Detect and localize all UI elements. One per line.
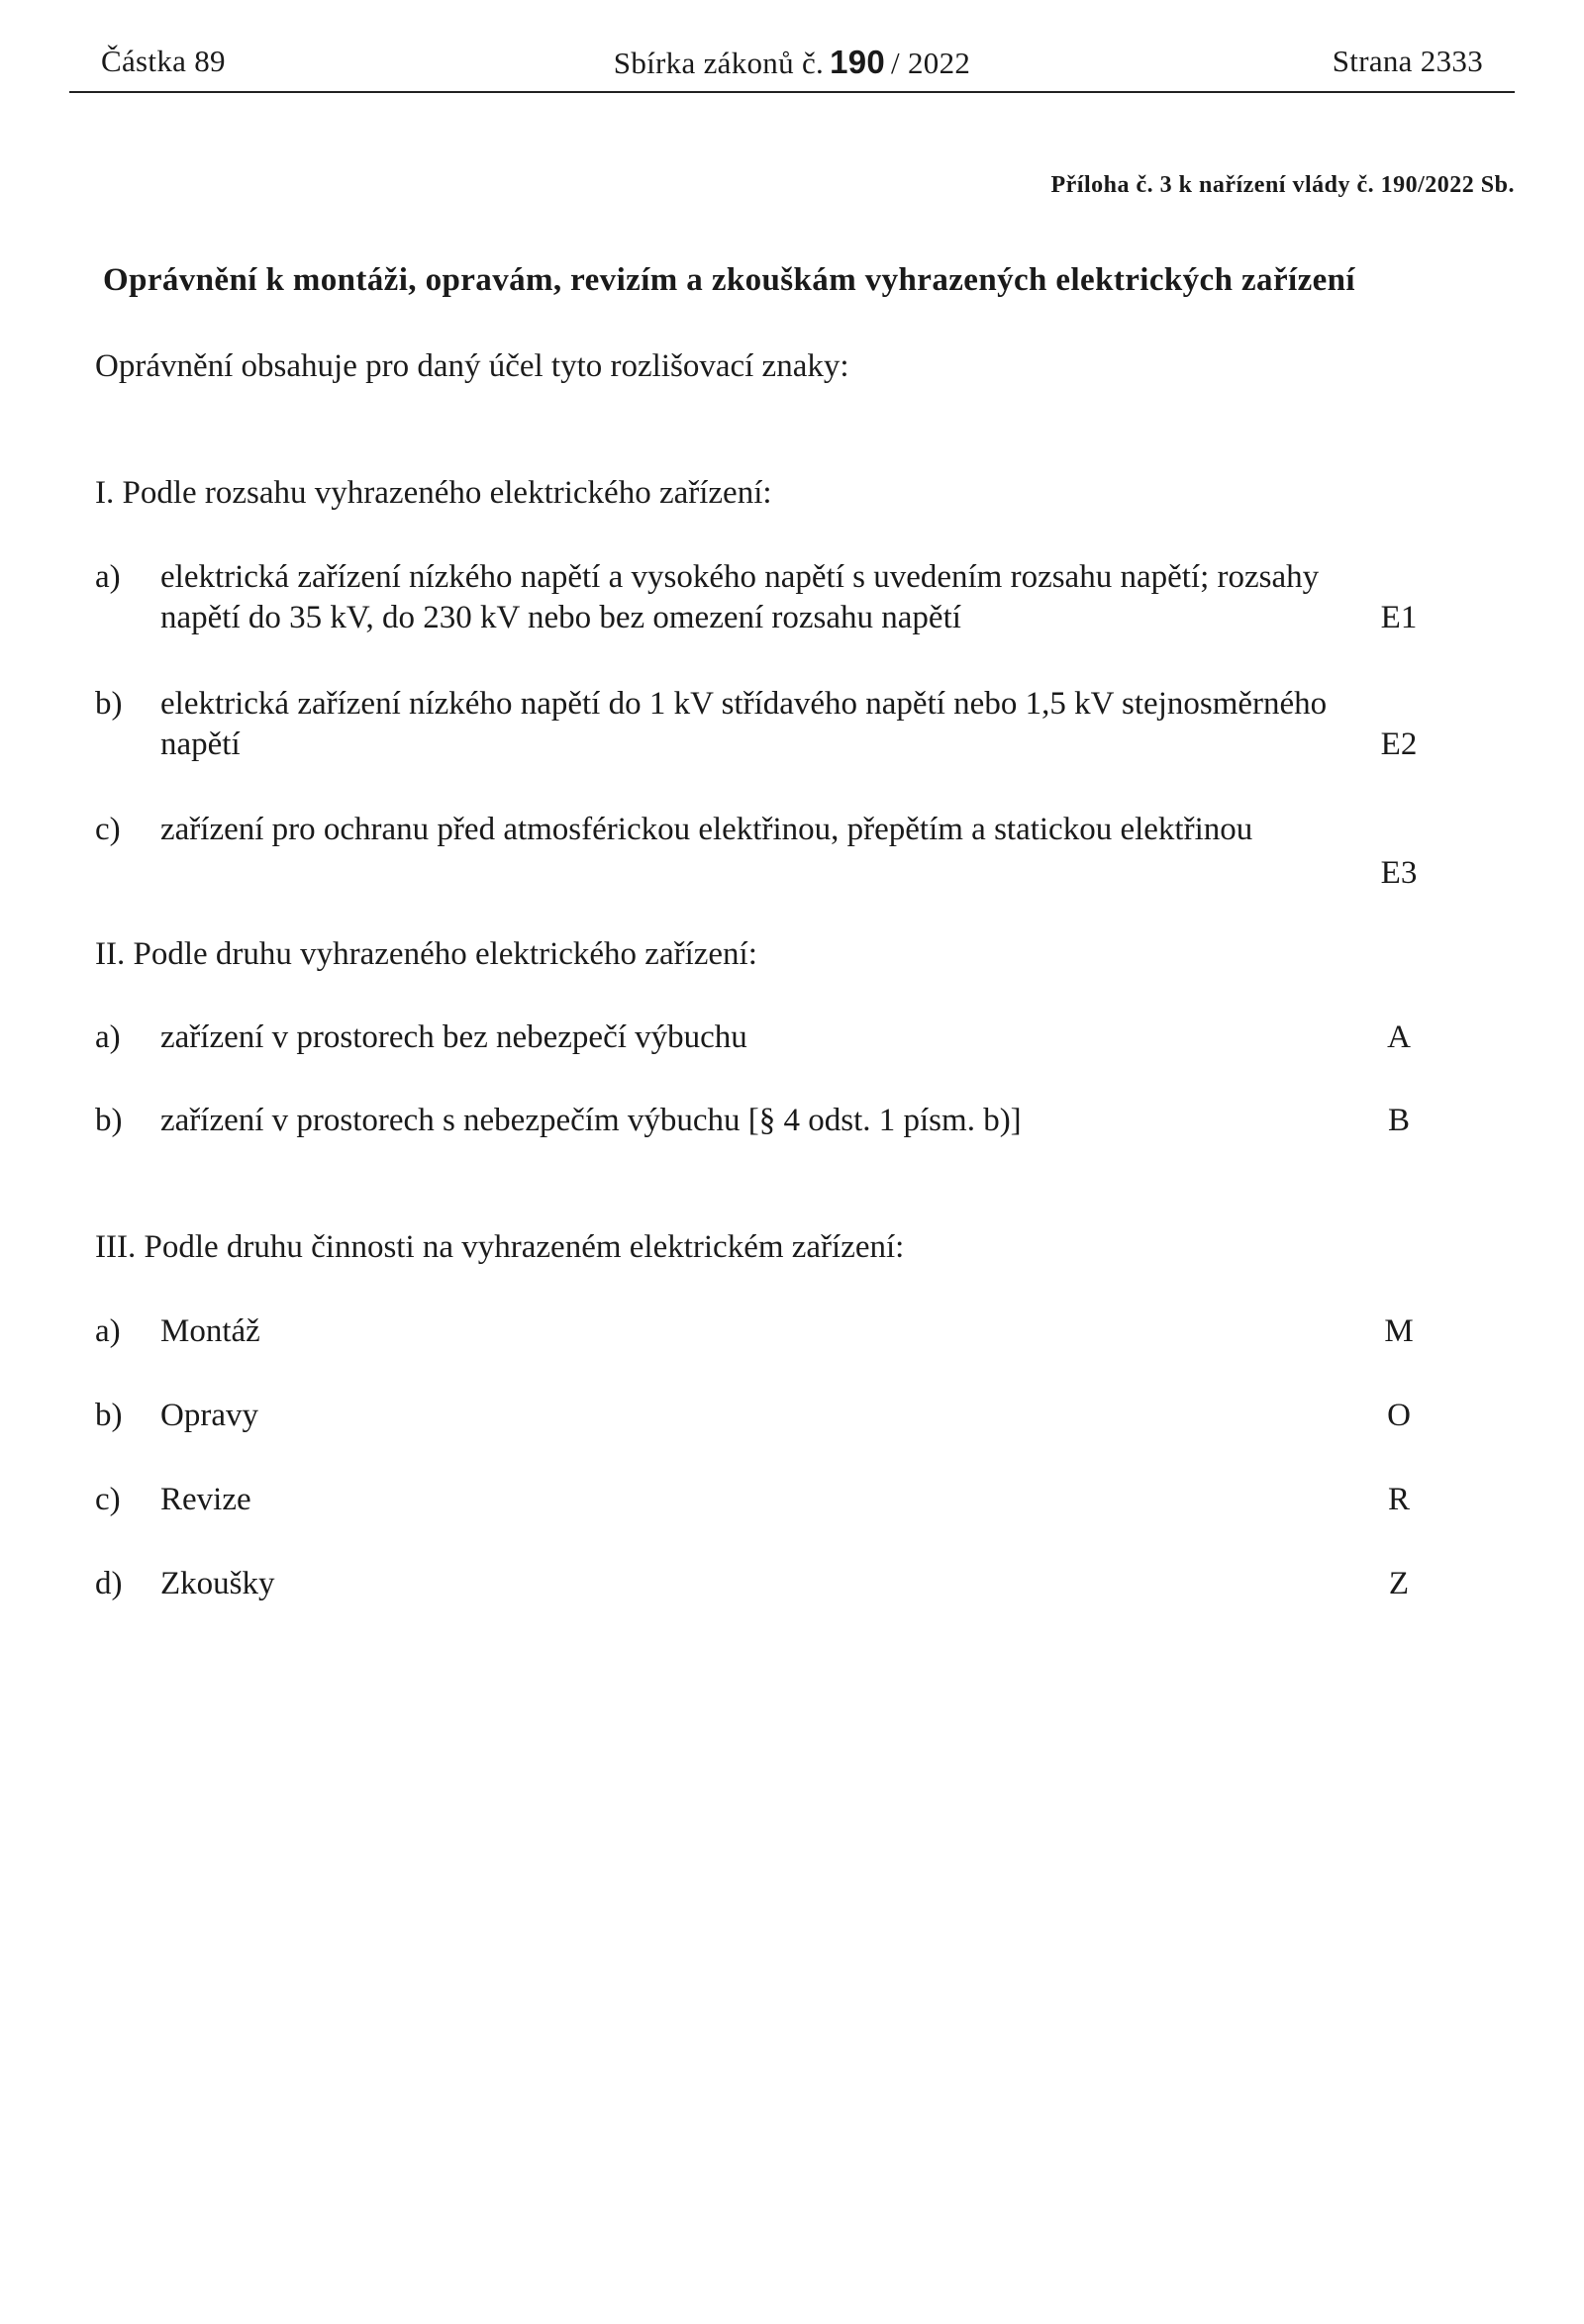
intro-text: Oprávnění obsahuje pro daný účel tyto rozlišovací znaky: (95, 348, 849, 384)
item-text: Opravy (160, 1398, 258, 1433)
annex-reference: Příloha č. 3 k nařízení vlády č. 190/2022 Sb. (1050, 172, 1515, 198)
item-text: Montáž (160, 1313, 260, 1349)
item-text: elektrická zařízení nízkého napětí do 1 kV střídavého napětí nebo 1,5 kV stejnosměrného (160, 686, 1328, 722)
item-label: a) (95, 1313, 121, 1349)
item-code: Z (1388, 1566, 1410, 1601)
item-text-continued: napětí (160, 726, 241, 762)
item-label: c) (95, 1482, 121, 1517)
item-code: A (1387, 1019, 1411, 1055)
header-collection-prefix: Sbírka zákonů č. (613, 46, 825, 80)
page-header (69, 44, 1515, 93)
item-code: B (1387, 1103, 1410, 1138)
item-code: E1 (1380, 600, 1418, 635)
item-code: R (1387, 1482, 1410, 1517)
item-text: zařízení v prostorech s nebezpečím výbuchu [§ 4 odst. 1 písm. b)] (160, 1103, 1022, 1138)
item-label: b) (95, 1103, 123, 1138)
item-code: E3 (1380, 855, 1418, 891)
item-code: M (1384, 1313, 1414, 1349)
item-label: a) (95, 1019, 121, 1055)
item-label: b) (95, 1398, 123, 1433)
document-title: Oprávnění k montáži, opravám, revizím a zkouškám vyhrazených elektrických zařízení (103, 262, 1355, 298)
item-text-continued: napětí do 35 kV, do 230 kV nebo bez omezení rozsahu napětí (160, 600, 961, 635)
item-text: elektrická zařízení nízkého napětí a vysokého napětí s uvedením rozsahu napětí; rozsahy (160, 559, 1320, 595)
header-collection-number: 190 (830, 44, 886, 80)
item-text: zařízení v prostorech bez nebezpečí výbuchu (160, 1019, 747, 1055)
item-label: a) (95, 559, 121, 595)
header-page-number: Strana 2333 (1332, 44, 1483, 78)
item-label: c) (95, 812, 121, 847)
header-collection-year: / 2022 (891, 46, 971, 80)
section-heading: II. Podle druhu vyhrazeného elektrického zařízení: (95, 936, 757, 972)
section-heading: I. Podle rozsahu vyhrazeného elektrického zařízení: (95, 475, 772, 511)
header-collection (69, 44, 1515, 81)
header-part: Částka 89 (101, 44, 226, 78)
item-text: zařízení pro ochranu před atmosférickou elektřinou, přepětím a statickou elektřinou (160, 812, 1253, 847)
item-text: Zkoušky (160, 1566, 275, 1601)
item-code: E2 (1380, 726, 1418, 762)
item-code: O (1387, 1398, 1411, 1433)
item-label: b) (95, 686, 123, 722)
item-text: Revize (160, 1482, 251, 1517)
item-label: d) (95, 1566, 123, 1601)
section-heading: III. Podle druhu činnosti na vyhrazeném elektrickém zařízení: (95, 1229, 905, 1265)
